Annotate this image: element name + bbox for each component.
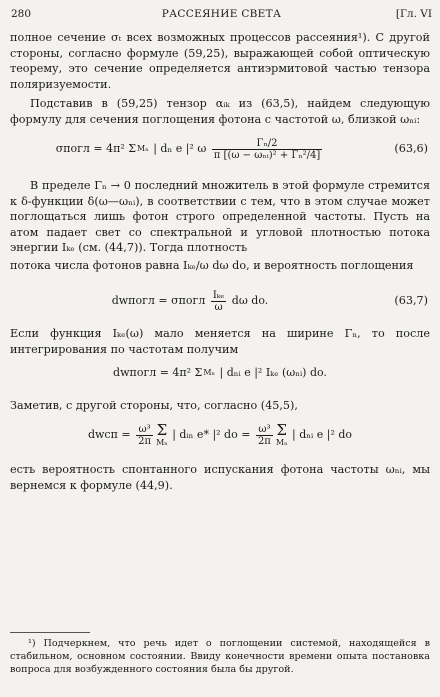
- chapter-label: [Гл. VI: [395, 8, 432, 20]
- eq1-mid: | dₙ e |² ω: [153, 142, 207, 155]
- paragraph-4: потока числа фотонов равна Iₖₑ/ω dω do, и вероятность поглощения: [10, 259, 414, 272]
- eq4-denominator-1: 2π: [138, 435, 152, 447]
- eq4-sum-sub-1: Mₙ: [156, 437, 168, 447]
- eq1-sum-sub: Mₙ: [137, 144, 149, 153]
- eq4-denominator-2: 2π: [257, 435, 271, 447]
- paragraph-3: В пределе Γₙ → 0 последний множитель в этой формуле стремится к δ-функции δ(ω—ωₙᵢ), в соответствии с тем, что в этом случае может поглощаться лишь фотон строго определенной частоты. Пусть на атом падает свет со спектральной и угловой плотностью потока энергии Iₖₑ (см. (44,7)). Тогда плотность: [10, 179, 430, 255]
- paragraph-6: Заметив, с другой стороны, что, согласно (45,5),: [10, 399, 298, 412]
- page-header: [11, 8, 432, 22]
- paragraph-7: есть вероятность спонтанного испускания фотона частоты ωₙᵢ, мы вернемся к формуле (44,9).: [10, 463, 430, 492]
- eq2-left: dwпогл = σпогл: [111, 294, 206, 307]
- eq2-numerator: Iₖₑ: [212, 289, 225, 301]
- eq4-right: | dₙᵢ e |² do: [292, 428, 353, 441]
- eq3-left: dwпогл = 4π² Σ: [113, 366, 203, 379]
- eq1-tag: (63,6): [394, 142, 428, 155]
- eq2-tag: (63,7): [394, 294, 428, 307]
- eq2-fraction: [211, 290, 226, 313]
- page-number: 280: [11, 8, 32, 20]
- equation-spontaneous: [10, 420, 430, 450]
- paragraph-2: Подставив в (59,25) тензор αᵢₖ из (63,5), найдем следующую формулу для сечения поглощения фотона с частотой ω, близкой ωₙᵢ:: [10, 97, 430, 126]
- eq4-sum-sub-2: Mₙ: [275, 437, 288, 447]
- eq1-numerator: Γₙ/2: [212, 138, 323, 150]
- equation-absorption-integrated: [10, 358, 430, 388]
- eq4-fraction-1: [136, 424, 153, 447]
- eq1-left: σпогл = 4π² Σ: [55, 142, 137, 155]
- paragraph-5: Если функция Iₖₑ(ω) мало меняется на ширине Γₙ, то после интегрирования по частотам получим: [10, 327, 430, 356]
- running-title: РАССЕЯНИЕ СВЕТА: [161, 8, 282, 20]
- equation-63-7: [10, 286, 430, 316]
- footnote: ¹) Подчеркнем, что речь идет о поглощении системой, находящейся в стабильном, основном состоянии. Ввиду конечности времени опыта постановка вопроса для возбужденного состояния была бы другой.: [10, 638, 430, 676]
- eq3-sum-sub: Mₙ: [203, 368, 215, 377]
- eq4-sum-1: Σ: [156, 420, 168, 439]
- eq4-sum-2: Σ: [276, 420, 287, 439]
- eq1-fraction: [212, 138, 323, 161]
- eq4-numerator-1: ω³: [136, 424, 153, 436]
- eq2-right: dω do.: [231, 294, 269, 307]
- footnote-rule: [10, 632, 90, 633]
- eq4-left: dwсп =: [87, 428, 131, 441]
- eq4-numerator-2: ω³: [256, 424, 273, 436]
- eq4-fraction-2: [256, 424, 273, 447]
- eq1-denominator: π [(ω − ωₙᵢ)² + Γₙ²/4]: [213, 149, 321, 161]
- paragraph-1: полное сечение σₜ всех возможных процессов рассеяния¹). С другой стороны, согласно формуле (59,25), выражающей собой оптическую теорему, это сечение определяется антиэрмитовой частью тензора поляризуемости.: [10, 31, 430, 91]
- equation-63-6: [10, 134, 430, 164]
- eq3-right: | dₙᵢ e |² Iₖₑ (ωₙᵢ) do.: [219, 366, 327, 379]
- eq2-denominator: ω: [214, 301, 223, 313]
- eq4-mid: | dᵢₙ e* |² do =: [172, 428, 251, 441]
